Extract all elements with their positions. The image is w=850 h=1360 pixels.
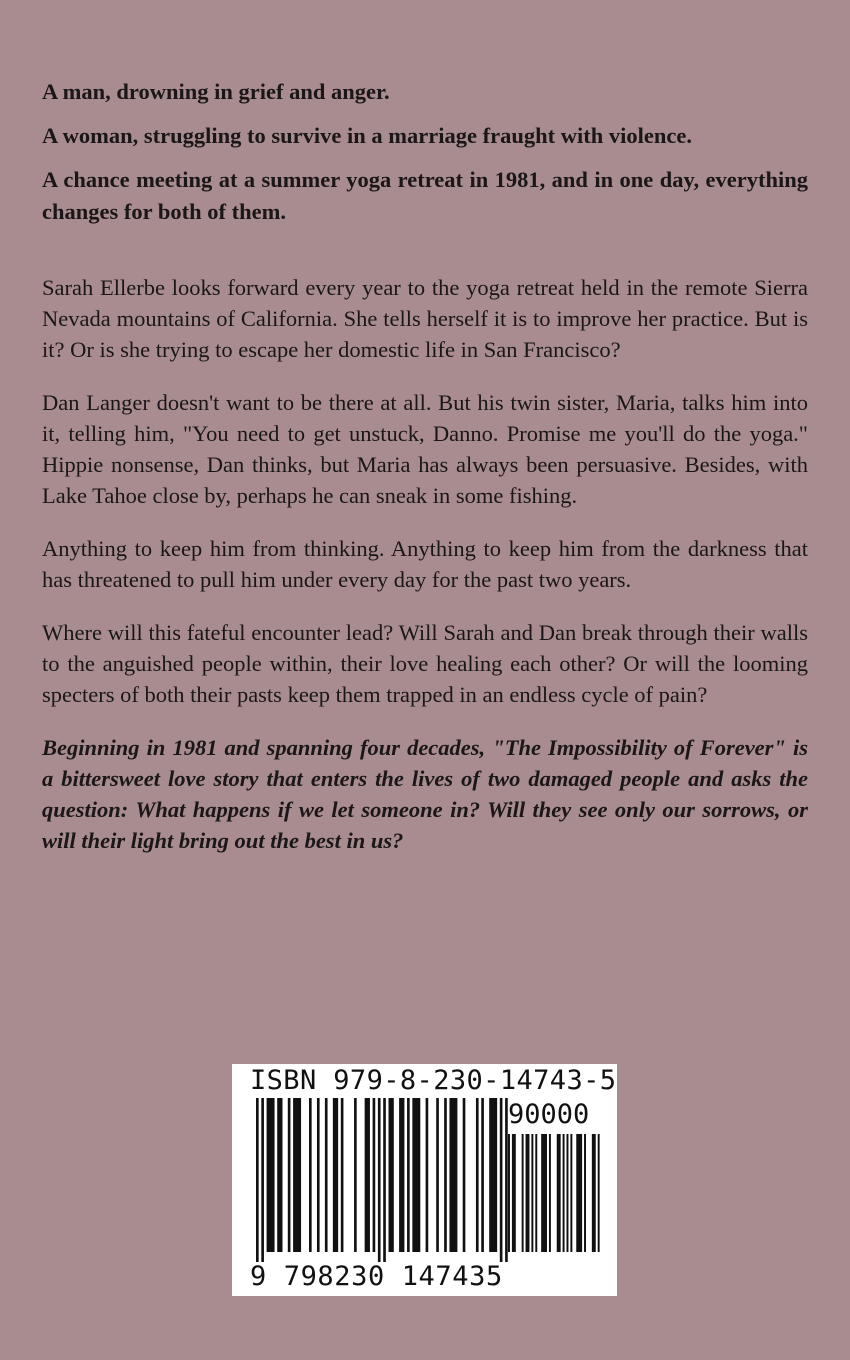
addon-bar-36 xyxy=(541,1134,547,1252)
barcode-bar-17 xyxy=(399,1098,404,1252)
barcode-bar-25 xyxy=(476,1098,479,1252)
barcode-bar-29 xyxy=(505,1098,508,1262)
barcode-bar-27 xyxy=(489,1098,497,1252)
addon-bar-44 xyxy=(592,1134,596,1252)
barcode-bar-0 xyxy=(256,1098,259,1262)
barcode-bar-4 xyxy=(288,1098,291,1252)
closing-blurb: Beginning in 1981 and spanning four decades, "The Impossibility of Forever" is a bittersweet love story that enters the lives of two damaged people and asks the question: What happens if we let someone in? Will they see only our sorrows, or will their light bring out the best in us? xyxy=(42,735,808,853)
barcode-bar-26 xyxy=(481,1098,484,1252)
barcode-bar-13 xyxy=(373,1098,376,1252)
barcode-bar-21 xyxy=(436,1098,439,1252)
price-code: 90000 xyxy=(508,1099,590,1130)
paragraph-dan: Dan Langer doesn't want to be there at all. But his twin sister, Maria, talks him into it, telling him, "You need to get unstuck, Danno. Promise me you'll do the yoga." Hippie nonsense, Dan thinks, but Maria has always been persuasive. Besides, with Lake Tahoe close by, perhaps he can sneak in some fishing. xyxy=(42,390,808,508)
barcode-bar-6 xyxy=(309,1098,312,1252)
addon-bar-38 xyxy=(557,1134,561,1252)
barcode-bar-14 xyxy=(378,1098,381,1262)
addon-bar-42 xyxy=(576,1134,582,1252)
tagline-meeting: A chance meeting at a summer yoga retreat in 1981, and in one day, everything changes for both of them. xyxy=(42,167,808,224)
barcode-bar-22 xyxy=(444,1098,447,1252)
barcode-bar-15 xyxy=(383,1098,386,1262)
barcode-bar-1 xyxy=(261,1098,264,1262)
paragraph-questions: Where will this fateful encounter lead? Will Sarah and Dan break through their walls to the anguished people within, their love healing each other? Or will the looming specters of both their pasts keep them trapped in an endless cycle of pain? xyxy=(42,620,808,707)
addon-bar-43 xyxy=(584,1134,586,1252)
isbn-label: ISBN 979-8-230-14743-5 xyxy=(250,1065,617,1096)
back-cover-text xyxy=(42,76,808,856)
paragraph-darkness: Anything to keep him from thinking. Anything to keep him from the darkness that has threatened to pull him under every day for the past two years. xyxy=(42,536,808,592)
barcode-bar-12 xyxy=(365,1098,370,1252)
barcode-bar-3 xyxy=(277,1098,282,1252)
barcode-bar-28 xyxy=(500,1098,503,1262)
addon-bar-32 xyxy=(522,1134,524,1252)
barcode-bar-16 xyxy=(389,1098,394,1252)
paragraph-sarah: Sarah Ellerbe looks forward every year to the yoga retreat held in the remote Sierra Nevada mountains of California. She tells herself it is to improve her practice. But is it? Or is she trying to escape her domestic life in San Francisco? xyxy=(42,275,808,362)
barcode-bar-7 xyxy=(317,1098,320,1252)
barcode-bar-23 xyxy=(449,1098,457,1252)
addon-bar-34 xyxy=(531,1134,533,1252)
barcode-bar-11 xyxy=(354,1098,357,1252)
addon-bar-39 xyxy=(563,1134,565,1252)
addon-bar-31 xyxy=(512,1134,516,1252)
barcode-bar-5 xyxy=(293,1098,301,1252)
barcode-bar-24 xyxy=(463,1098,466,1252)
addon-bar-45 xyxy=(598,1134,600,1252)
isbn-barcode xyxy=(232,1064,617,1296)
addon-bar-41 xyxy=(570,1134,572,1252)
barcode-bar-20 xyxy=(426,1098,429,1252)
addon-bar-30 xyxy=(508,1134,510,1252)
barcode-bar-9 xyxy=(333,1098,338,1252)
tagline-man: A man, drowning in grief and anger. xyxy=(42,79,390,104)
addon-bar-40 xyxy=(567,1134,569,1252)
barcode-digits: 9 798230 147435 xyxy=(250,1261,503,1292)
addon-bar-37 xyxy=(549,1134,551,1252)
tagline-woman: A woman, struggling to survive in a marriage fraught with violence. xyxy=(42,123,692,148)
addon-bar-35 xyxy=(535,1134,537,1252)
barcode-bar-2 xyxy=(267,1098,275,1252)
addon-bar-33 xyxy=(526,1134,530,1252)
barcode-bar-8 xyxy=(325,1098,328,1252)
barcode-bar-18 xyxy=(407,1098,410,1252)
barcode-bar-19 xyxy=(412,1098,420,1252)
barcode-bar-10 xyxy=(341,1098,344,1252)
